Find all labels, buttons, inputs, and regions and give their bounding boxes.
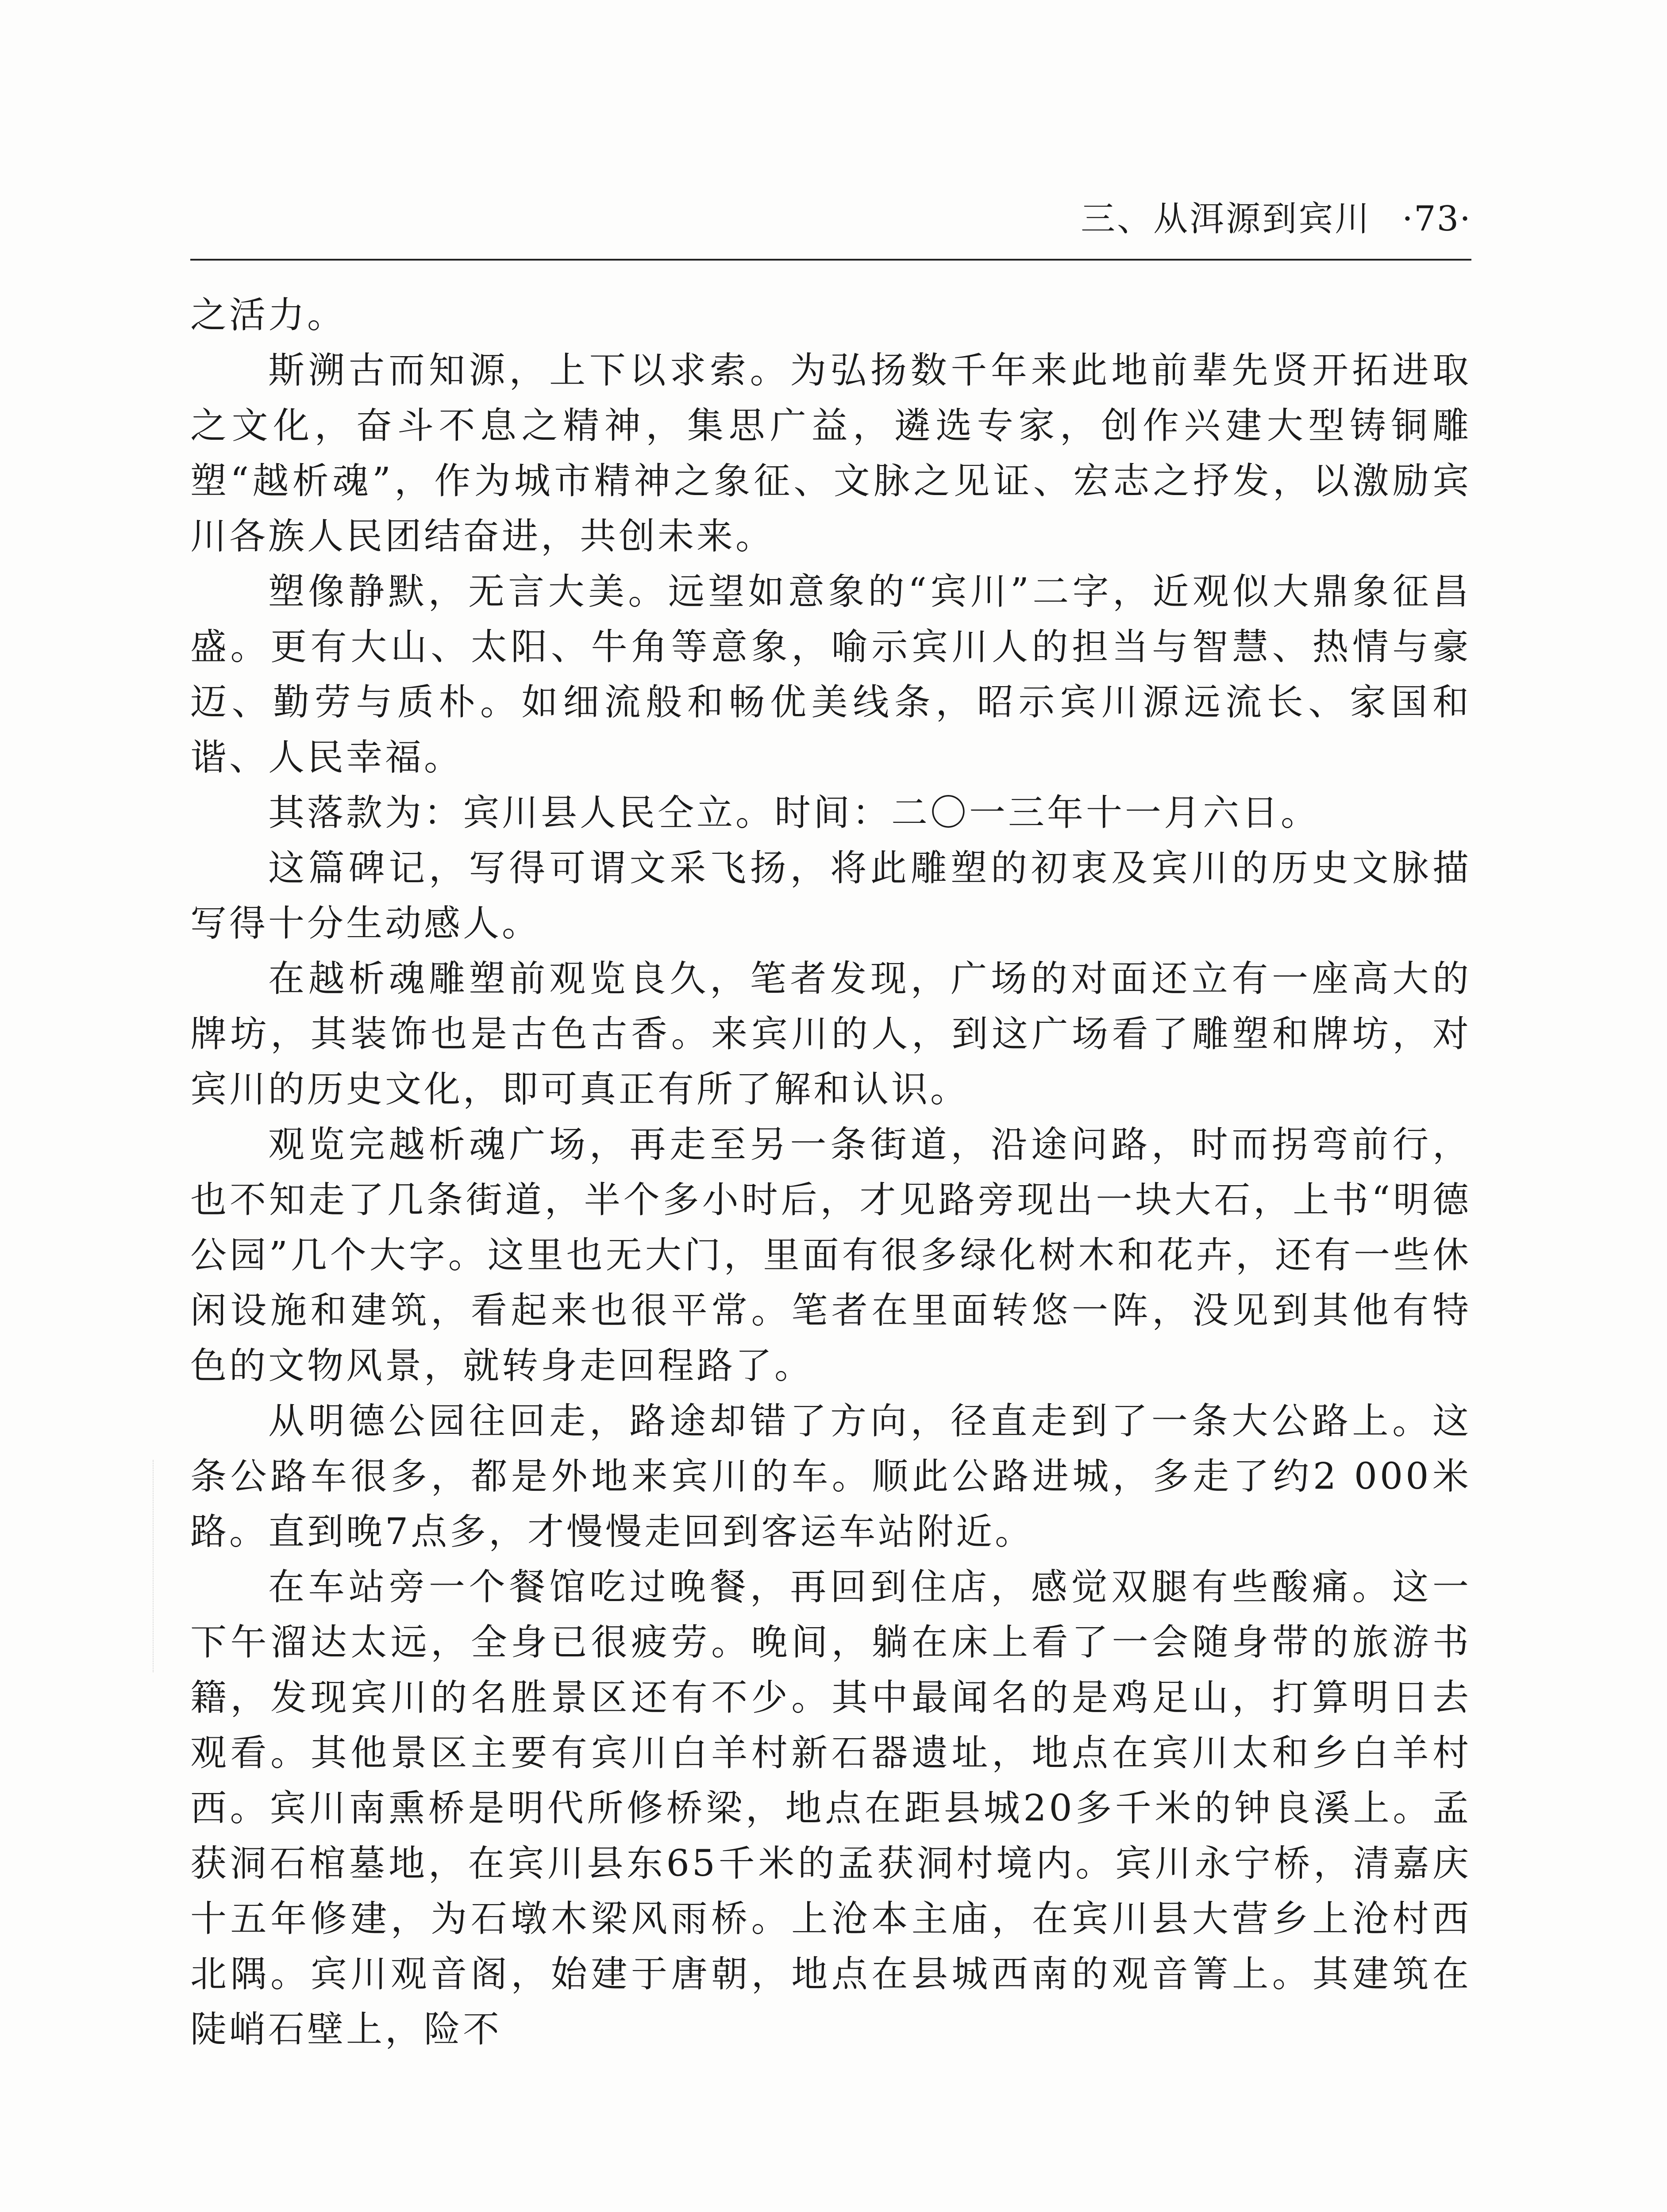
page-number: ·73·: [1402, 199, 1471, 239]
binding-mark: [153, 1460, 154, 1672]
paragraph: 之活力。: [190, 294, 346, 336]
paragraph: 斯溯古而知源，上下以求索。为弘扬数千年来此地前辈先贤开拓进取之文化，奋斗不息之精神，集思广益，遴选专家，创作兴建大型铸铜雕塑“越析魂”，作为城市精神之象征、文脉之见证、宏志之抒发，以激励宾川各族人民团结奋进，共创未来。: [190, 349, 1471, 557]
paragraph: 塑像静默，无言大美。远望如意象的“宾川”二字，近观似大鼎象征昌盛。更有大山、太阳、牛角等意象，喻示宾川人的担当与智慧、热情与豪迈、勤劳与质朴。如细流般和畅优美线条，昭示宾川源远流长、家国和谐、人民幸福。: [190, 571, 1471, 779]
paragraph: 观览完越析魂广场，再走至另一条街道，沿途问路，时而拐弯前行，也不知走了几条街道，半个多小时后，才见路旁现出一块大石，上书“明德公园”几个大字。这里也无大门，里面有很多绿化树木和花卉，还有一些休闲设施和建筑，看起来也很平常。笔者在里面转悠一阵，没见到其他有特色的文物风景，就转身走回程路了。: [190, 1124, 1471, 1387]
running-header: [190, 195, 1471, 243]
paragraph: 这篇碑记，写得可谓文采飞扬，将此雕塑的初衷及宾川的历史文脉描写得十分生动感人。: [190, 847, 1471, 945]
paragraph: 其落款为：宾川县人民仝立。时间：二〇一三年十一月六日。: [268, 792, 1320, 834]
paragraph: 从明德公园往回走，路途却错了方向，径直走到了一条大公路上。这条公路车很多，都是外地来宾川的车。顺此公路进城，多走了约2 000米路。直到晚7点多，才慢慢走回到客运车站附近。: [190, 1400, 1471, 1553]
header-rule: [190, 259, 1471, 261]
body-text: [190, 288, 1471, 2057]
chapter-title: 三、从洱源到宾川: [1081, 199, 1371, 239]
paragraph: 在车站旁一个餐馆吃过晚餐，再回到住店，感觉双腿有些酸痛。这一下午溜达太远，全身已很疲劳。晚间，躺在床上看了一会随身带的旅游书籍，发现宾川的名胜景区还有不少。其中最闻名的是鸡足山，打算明日去观看。其他景区主要有宾川白羊村新石器遗址，地点在宾川太和乡白羊村西。宾川南熏桥是明代所修桥梁，地点在距县城20多千米的钟良溪上。孟获洞石棺墓地，在宾川县东65千米的孟获洞村境内。宾川永宁桥，清嘉庆十五年修建，为石墩木梁风雨桥。上沧本主庙，在宾川县大营乡上沧村西北隅。宾川观音阁，始建于唐朝，地点在县城西南的观音箐上。其建筑在陡峭石壁上，险不: [190, 1566, 1471, 2051]
paragraph: 在越析魂雕塑前观览良久，笔者发现，广场的对面还立有一座高大的牌坊，其装饰也是古色古香。来宾川的人，到这广场看了雕塑和牌坊，对宾川的历史文化，即可真正有所了解和认识。: [190, 958, 1471, 1110]
